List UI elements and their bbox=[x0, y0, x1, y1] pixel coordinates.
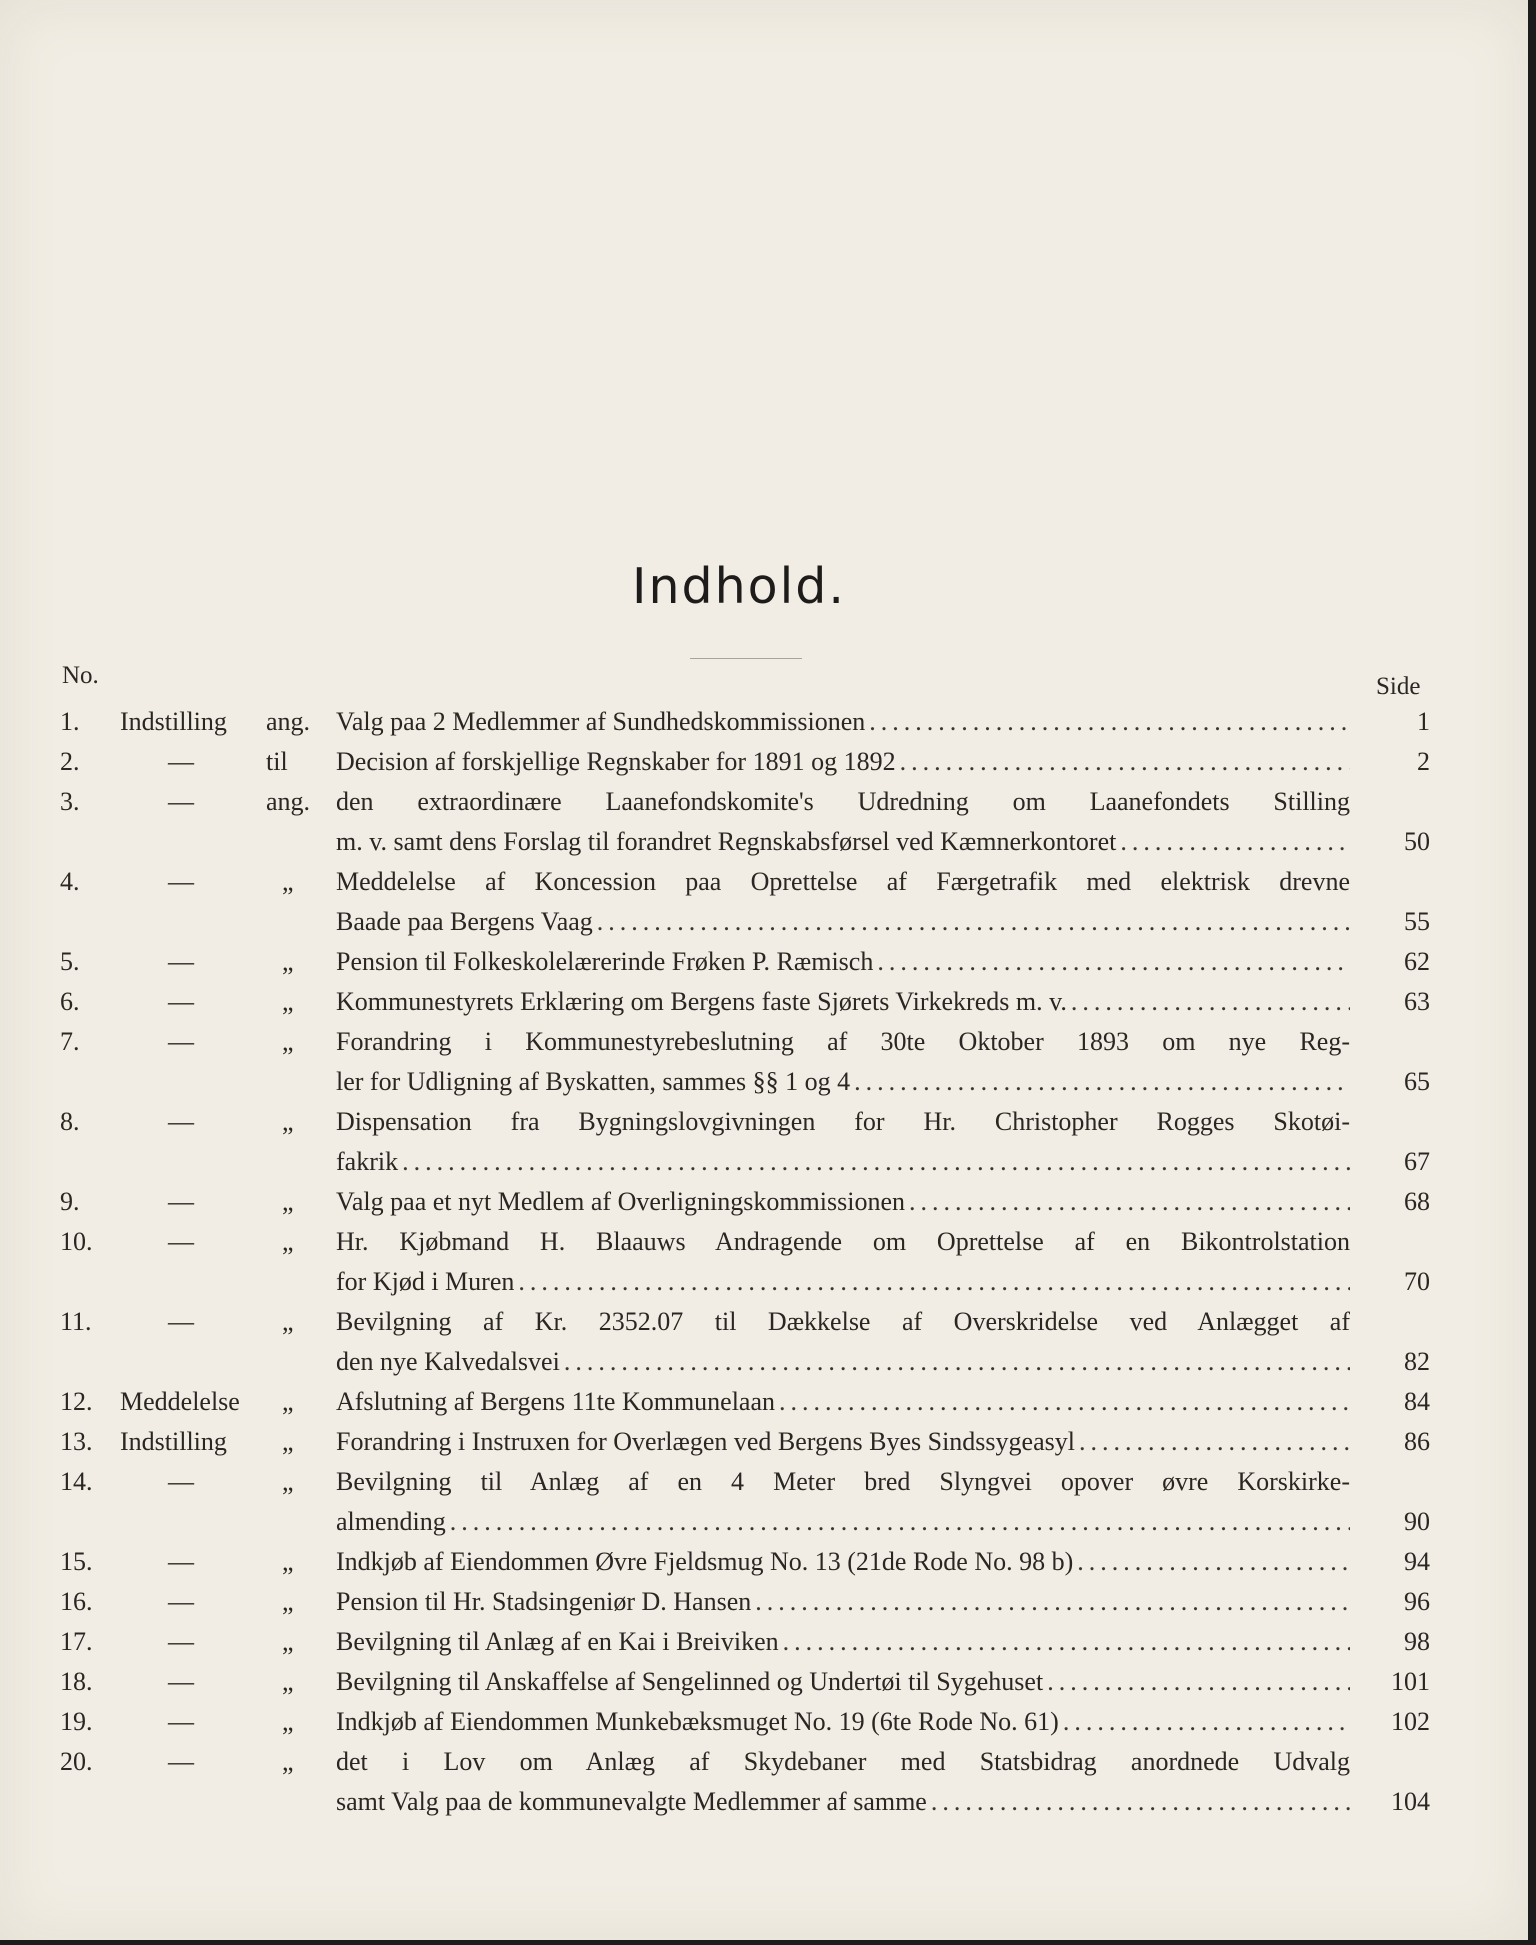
entry-kind: — bbox=[168, 747, 194, 776]
entry-title: Forandring i Kommunestyrebeslutning af 30te Oktober 1893 om nye Reg- bbox=[336, 1027, 1350, 1056]
entry-kind: — bbox=[168, 1627, 194, 1656]
toc-entry-line bbox=[0, 702, 1528, 742]
entry-title: Dispensation fra Bygningslovgivningen for Hr. Christopher Rogges Skotøi- bbox=[336, 1107, 1350, 1136]
entry-preposition: ang. bbox=[266, 707, 311, 736]
dot-leader bbox=[1059, 1702, 1350, 1742]
entry-title bbox=[336, 1422, 1350, 1462]
entry-title-text: Bevilgning til Anlæg af en Kai i Breiviken bbox=[336, 1627, 779, 1656]
dot-leader bbox=[1075, 1422, 1350, 1462]
toc-entry bbox=[0, 782, 1528, 862]
dot-leader bbox=[593, 902, 1350, 942]
entry-title bbox=[336, 942, 1350, 982]
dot-leader bbox=[775, 1382, 1350, 1422]
entry-page-number: 55 bbox=[1404, 907, 1430, 936]
toc-entry bbox=[0, 1542, 1528, 1582]
entry-title-text: Pension til Hr. Stadsingeniør D. Hansen bbox=[336, 1587, 752, 1616]
entry-title-text: Baade paa Bergens Vaag bbox=[336, 907, 593, 936]
entry-title-text: Valg paa et nyt Medlem af Overligningskommissionen bbox=[336, 1187, 906, 1216]
entry-title bbox=[336, 742, 1350, 782]
toc-entry-line bbox=[0, 1622, 1528, 1662]
toc-entry bbox=[0, 1382, 1528, 1422]
entry-kind: — bbox=[168, 1027, 194, 1056]
entry-ditto-mark: „ bbox=[282, 867, 294, 896]
entry-title: Bevilgning til Anlæg af en 4 Meter bred Slyngvei opover øvre Korskirke- bbox=[336, 1467, 1350, 1496]
entry-title bbox=[336, 1382, 1350, 1422]
toc-entry bbox=[0, 862, 1528, 942]
title-divider bbox=[690, 658, 802, 659]
entry-kind: — bbox=[168, 1547, 194, 1576]
entry-title bbox=[336, 1502, 1350, 1542]
dot-leader bbox=[779, 1622, 1350, 1662]
entry-kind: — bbox=[168, 1187, 194, 1216]
entry-page-number: 86 bbox=[1404, 1427, 1430, 1456]
entry-ditto-mark: „ bbox=[282, 1187, 294, 1216]
entry-title-text: Pension til Folkeskolelærerinde Frøken P. Ræmisch bbox=[336, 947, 874, 976]
entry-page-number: 102 bbox=[1391, 1707, 1430, 1736]
entry-number: 5. bbox=[60, 947, 80, 976]
toc-entry-line bbox=[0, 982, 1528, 1022]
entry-number: 20. bbox=[60, 1747, 93, 1776]
entry-ditto-mark: „ bbox=[282, 1387, 294, 1416]
toc-entry-line bbox=[0, 1262, 1528, 1302]
toc-entry-line bbox=[0, 1062, 1528, 1102]
entry-ditto-mark: „ bbox=[282, 947, 294, 976]
entry-page-number: 82 bbox=[1404, 1347, 1430, 1376]
entry-title-text: Valg paa 2 Medlemmer af Sundhedskommissionen bbox=[336, 707, 866, 736]
entry-title-text: m. v. samt dens Forslag til forandret Regnskabsførsel ved Kæmnerkontoret bbox=[336, 827, 1117, 856]
entry-ditto-mark: „ bbox=[282, 1587, 294, 1616]
toc-entry bbox=[0, 1742, 1528, 1822]
entry-title-text: Indkjøb af Eiendommen Øvre Fjeldsmug No. 13 (21de Rode No. 98 b) bbox=[336, 1547, 1074, 1576]
toc-entry bbox=[0, 1582, 1528, 1622]
entry-number: 17. bbox=[60, 1627, 93, 1656]
dot-leader bbox=[514, 1262, 1350, 1302]
toc-entry-line bbox=[0, 1742, 1528, 1782]
entry-kind: Indstilling bbox=[120, 1427, 227, 1456]
toc-entry bbox=[0, 1102, 1528, 1182]
entry-number: 19. bbox=[60, 1707, 93, 1736]
dot-leader bbox=[905, 1182, 1350, 1222]
toc-entry-line bbox=[0, 822, 1528, 862]
entry-page-number: 98 bbox=[1404, 1627, 1430, 1656]
entry-kind: — bbox=[168, 947, 194, 976]
toc-entry bbox=[0, 1622, 1528, 1662]
toc-entry-line bbox=[0, 1542, 1528, 1582]
entry-ditto-mark: „ bbox=[282, 1627, 294, 1656]
column-header-no: No. bbox=[62, 662, 99, 689]
entry-number: 10. bbox=[60, 1227, 93, 1256]
toc-entry-line bbox=[0, 1302, 1528, 1342]
entry-ditto-mark: „ bbox=[282, 1027, 294, 1056]
entry-number: 18. bbox=[60, 1667, 93, 1696]
entry-preposition: til bbox=[266, 747, 288, 776]
entry-page-number: 65 bbox=[1404, 1067, 1430, 1096]
dot-leader bbox=[560, 1342, 1350, 1382]
entry-ditto-mark: „ bbox=[282, 1427, 294, 1456]
entry-title: Meddelelse af Koncession paa Oprettelse af Færgetrafik med elektrisk drevne bbox=[336, 867, 1350, 896]
entry-page-number: 50 bbox=[1404, 827, 1430, 856]
toc-entry bbox=[0, 1662, 1528, 1702]
toc-entry-line bbox=[0, 1502, 1528, 1542]
column-header-side: Side bbox=[1376, 673, 1421, 700]
toc-entry-line bbox=[0, 782, 1528, 822]
entry-page-number: 84 bbox=[1404, 1387, 1430, 1416]
entry-page-number: 101 bbox=[1391, 1667, 1430, 1696]
dot-leader bbox=[850, 1062, 1350, 1102]
entry-title-text: den nye Kalvedalsvei bbox=[336, 1347, 560, 1376]
entry-page-number: 1 bbox=[1417, 707, 1430, 736]
dot-leader bbox=[896, 742, 1350, 782]
entry-title bbox=[336, 1782, 1350, 1822]
entry-number: 16. bbox=[60, 1587, 93, 1616]
entry-number: 15. bbox=[60, 1547, 93, 1576]
dot-leader bbox=[1043, 1662, 1350, 1702]
entry-title bbox=[336, 1182, 1350, 1222]
toc-entry bbox=[0, 1222, 1528, 1302]
entry-kind: — bbox=[168, 1107, 194, 1136]
entry-title bbox=[336, 1622, 1350, 1662]
entry-ditto-mark: „ bbox=[282, 1547, 294, 1576]
toc-entry-line bbox=[0, 1422, 1528, 1462]
entry-title bbox=[336, 1702, 1350, 1742]
entry-title: den extraordinære Laanefondskomite's Udredning om Laanefondets Stilling bbox=[336, 787, 1350, 816]
toc-entry bbox=[0, 1302, 1528, 1382]
dot-leader bbox=[1116, 822, 1350, 862]
toc-entry-line bbox=[0, 742, 1528, 782]
toc-entry-line bbox=[0, 1662, 1528, 1702]
entry-title bbox=[336, 1542, 1350, 1582]
entry-page-number: 68 bbox=[1404, 1187, 1430, 1216]
entry-preposition: ang. bbox=[266, 787, 311, 816]
entry-ditto-mark: „ bbox=[282, 1467, 294, 1496]
entry-title-text: Decision af forskjellige Regnskaber for 1891 og 1892 bbox=[336, 747, 896, 776]
dot-leader bbox=[865, 702, 1350, 742]
entry-title-text: ler for Udligning af Byskatten, sammes §§ 1 og 4 bbox=[336, 1067, 851, 1096]
entry-number: 13. bbox=[60, 1427, 93, 1456]
toc-entry bbox=[0, 1462, 1528, 1542]
toc-entry bbox=[0, 942, 1528, 982]
entry-page-number: 94 bbox=[1404, 1547, 1430, 1576]
entry-number: 12. bbox=[60, 1387, 93, 1416]
entry-kind: — bbox=[168, 987, 194, 1016]
entry-page-number: 70 bbox=[1404, 1267, 1430, 1296]
entry-title bbox=[336, 702, 1350, 742]
entry-title-text: for Kjød i Muren bbox=[336, 1267, 515, 1296]
entry-page-number: 104 bbox=[1391, 1787, 1430, 1816]
entry-kind: — bbox=[168, 787, 194, 816]
toc-entry-line bbox=[0, 1582, 1528, 1622]
table-of-contents bbox=[0, 702, 1528, 1822]
entry-number: 1. bbox=[60, 707, 80, 736]
entry-number: 6. bbox=[60, 987, 80, 1016]
toc-entry-line bbox=[0, 862, 1528, 902]
entry-page-number: 90 bbox=[1404, 1507, 1430, 1536]
entry-number: 7. bbox=[60, 1027, 80, 1056]
entry-title-text: Afslutning af Bergens 11te Kommunelaan bbox=[336, 1387, 776, 1416]
entry-title bbox=[336, 1142, 1350, 1182]
entry-title: det i Lov om Anlæg af Skydebaner med Statsbidrag anordnede Udvalg bbox=[336, 1747, 1350, 1776]
entry-page-number: 63 bbox=[1404, 987, 1430, 1016]
entry-title-text: Bevilgning til Anskaffelse af Sengelinned og Undertøi til Sygehuset bbox=[336, 1667, 1044, 1696]
entry-ditto-mark: „ bbox=[282, 1107, 294, 1136]
toc-entry bbox=[0, 982, 1528, 1022]
entry-title-text: Kommunestyrets Erklæring om Bergens faste Sjørets Virkekreds m. v. bbox=[336, 987, 1067, 1016]
toc-entry-line bbox=[0, 1782, 1528, 1822]
entry-number: 3. bbox=[60, 787, 80, 816]
toc-entry-line bbox=[0, 1342, 1528, 1382]
entry-ditto-mark: „ bbox=[282, 1227, 294, 1256]
entry-number: 11. bbox=[60, 1307, 92, 1336]
entry-ditto-mark: „ bbox=[282, 1747, 294, 1776]
dot-leader bbox=[398, 1142, 1350, 1182]
entry-kind: Meddelelse bbox=[120, 1387, 240, 1416]
dot-leader bbox=[446, 1502, 1350, 1542]
entry-number: 8. bbox=[60, 1107, 80, 1136]
toc-entry-line bbox=[0, 1142, 1528, 1182]
dot-leader bbox=[873, 942, 1350, 982]
entry-page-number: 96 bbox=[1404, 1587, 1430, 1616]
entry-number: 4. bbox=[60, 867, 80, 896]
entry-title-text: samt Valg paa de kommunevalgte Medlemmer af samme bbox=[336, 1787, 927, 1816]
toc-entry-line bbox=[0, 1022, 1528, 1062]
toc-entry-line bbox=[0, 1462, 1528, 1502]
toc-entry-line bbox=[0, 1222, 1528, 1262]
toc-entry bbox=[0, 742, 1528, 782]
entry-kind: — bbox=[168, 1667, 194, 1696]
toc-entry bbox=[0, 702, 1528, 742]
entry-kind: — bbox=[168, 1747, 194, 1776]
entry-title bbox=[336, 822, 1350, 862]
toc-entry bbox=[0, 1022, 1528, 1102]
entry-ditto-mark: „ bbox=[282, 1307, 294, 1336]
entry-page-number: 67 bbox=[1404, 1147, 1430, 1176]
entry-kind: — bbox=[168, 1307, 194, 1336]
entry-title-text: almending bbox=[336, 1507, 446, 1536]
entry-title bbox=[336, 1342, 1350, 1382]
entry-title-text: fakrik bbox=[336, 1147, 399, 1176]
entry-title-text: Forandring i Instruxen for Overlægen ved Bergens Byes Sindssygeasyl bbox=[336, 1427, 1075, 1456]
toc-entry bbox=[0, 1702, 1528, 1742]
entry-kind: — bbox=[168, 1707, 194, 1736]
entry-title bbox=[336, 1262, 1350, 1302]
entry-title bbox=[336, 1062, 1350, 1102]
entry-number: 14. bbox=[60, 1467, 93, 1496]
toc-entry bbox=[0, 1422, 1528, 1462]
entry-page-number: 2 bbox=[1417, 747, 1430, 776]
toc-entry-line bbox=[0, 1702, 1528, 1742]
toc-entry-line bbox=[0, 1182, 1528, 1222]
entry-kind: Indstilling bbox=[120, 707, 227, 736]
entry-number: 2. bbox=[60, 747, 80, 776]
dot-leader bbox=[1073, 1542, 1350, 1582]
toc-entry bbox=[0, 1182, 1528, 1222]
entry-ditto-mark: „ bbox=[282, 1707, 294, 1736]
entry-title bbox=[336, 982, 1350, 1022]
entry-kind: — bbox=[168, 867, 194, 896]
toc-entry-line bbox=[0, 1102, 1528, 1142]
toc-entry-line bbox=[0, 902, 1528, 942]
toc-entry-line bbox=[0, 942, 1528, 982]
entry-ditto-mark: „ bbox=[282, 1667, 294, 1696]
toc-entry-line bbox=[0, 1382, 1528, 1422]
entry-title: Hr. Kjøbmand H. Blaauws Andragende om Oprettelse af en Bikontrolstation bbox=[336, 1227, 1350, 1256]
entry-number: 9. bbox=[60, 1187, 80, 1216]
entry-kind: — bbox=[168, 1467, 194, 1496]
entry-title bbox=[336, 1582, 1350, 1622]
entry-title: Bevilgning af Kr. 2352.07 til Dækkelse af Overskridelse ved Anlægget af bbox=[336, 1307, 1350, 1336]
dot-leader bbox=[927, 1782, 1350, 1822]
entry-page-number: 62 bbox=[1404, 947, 1430, 976]
entry-title bbox=[336, 1662, 1350, 1702]
entry-ditto-mark: „ bbox=[282, 987, 294, 1016]
dot-leader bbox=[751, 1582, 1350, 1622]
dot-leader bbox=[1067, 982, 1350, 1022]
entry-kind: — bbox=[168, 1587, 194, 1616]
entry-title bbox=[336, 902, 1350, 942]
entry-kind: — bbox=[168, 1227, 194, 1256]
page-title: Indhold. bbox=[632, 558, 846, 615]
entry-title-text: Indkjøb af Eiendommen Munkebæksmuget No. 19 (6te Rode No. 61) bbox=[336, 1707, 1059, 1736]
